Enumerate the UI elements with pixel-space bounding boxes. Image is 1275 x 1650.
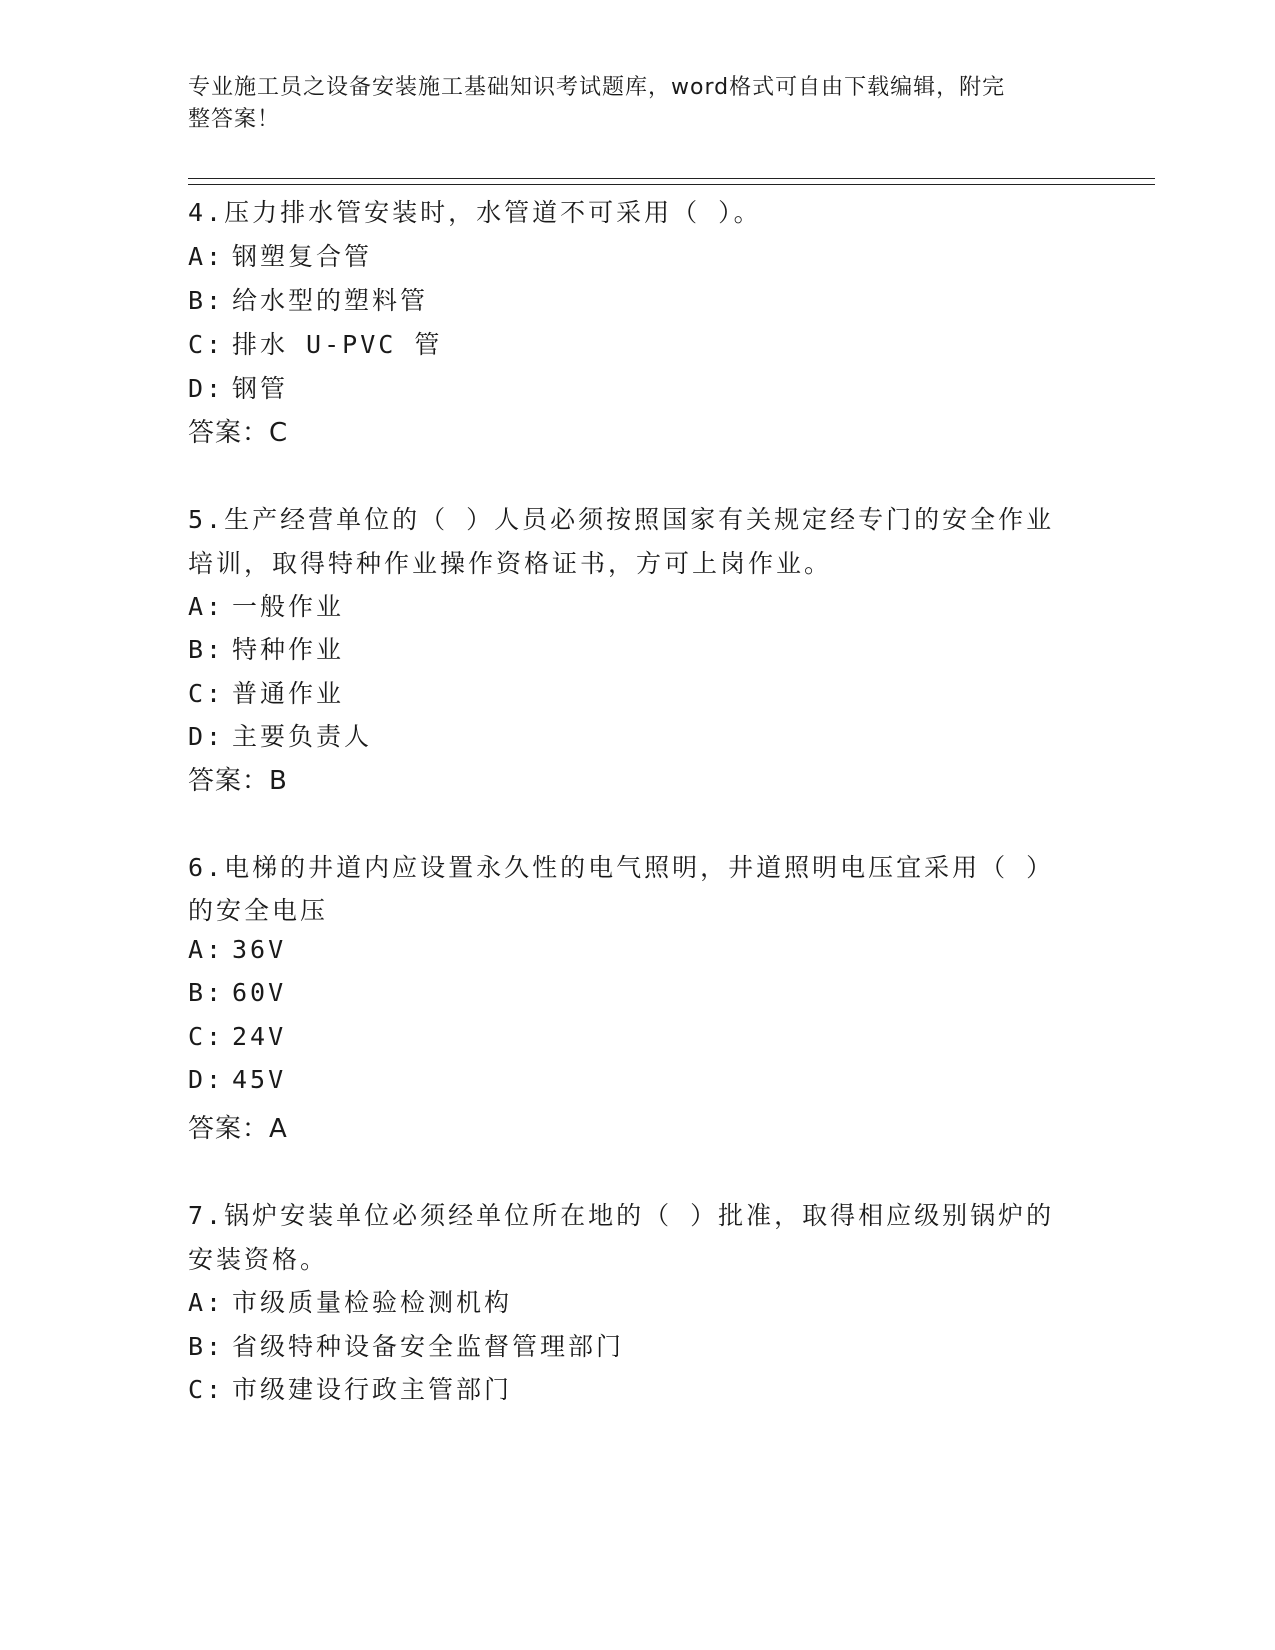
option-label: A:: [188, 935, 225, 964]
header-divider-top: [188, 178, 1155, 179]
question-7-option-c: [188, 1370, 512, 1406]
question-5-stem-line-1: 5.生产经营单位的（ ）人员必须按照国家有关规定经专门的安全作业: [188, 505, 1055, 534]
option-label: B:: [188, 635, 225, 664]
option-label: D:: [188, 374, 225, 403]
option-text: 排水 U-PVC 管: [232, 330, 443, 359]
question-6-stem-line-2: 的安全电压: [188, 896, 329, 925]
question-4-answer: 答案：C: [188, 418, 289, 448]
option-label: A:: [188, 1288, 225, 1317]
option-label: C:: [188, 1022, 225, 1051]
option-label: C:: [188, 330, 225, 359]
question-7-stem-line-1: 7.锅炉安装单位必须经单位所在地的（ ）批准，取得相应级别锅炉的: [188, 1201, 1055, 1230]
question-6-answer: 答案：A: [188, 1114, 288, 1144]
document-header: [188, 72, 1078, 136]
question-5-option-d: [188, 717, 372, 753]
option-text: 给水型的塑料管: [232, 286, 429, 315]
question-7-option-a: [188, 1283, 512, 1319]
option-text: 一般作业: [232, 592, 345, 621]
option-label: C:: [188, 1375, 225, 1404]
option-label: B:: [188, 978, 225, 1007]
header-divider-bottom: [188, 184, 1155, 185]
option-text: 省级特种设备安全监督管理部门: [232, 1332, 625, 1361]
option-text: 普通作业: [232, 679, 345, 708]
option-text: 钢管: [232, 374, 289, 403]
question-5-option-a: [188, 587, 344, 623]
option-text: 市级质量检验检测机构: [232, 1288, 513, 1317]
question-6-option-c: [188, 1022, 286, 1051]
question-7-option-b: [188, 1327, 624, 1363]
question-4-option-b: [188, 281, 428, 317]
question-5-stem-line-2: 培训，取得特种作业操作资格证书，方可上岗作业。: [188, 549, 833, 578]
question-6-option-b: [188, 978, 286, 1007]
question-4-stem: 4.压力排水管安装时，水管道不可采用（ ）。: [188, 198, 762, 227]
option-label: A:: [188, 242, 225, 271]
question-4-option-c: [188, 325, 442, 361]
header-line-2: 整答案！: [188, 107, 281, 132]
option-text: 45V: [232, 1065, 287, 1094]
question-5-option-c: [188, 674, 344, 710]
option-text: 36V: [232, 935, 287, 964]
option-text: 24V: [232, 1022, 287, 1051]
header-line-1: 专业施工员之设备安装施工基础知识考试题库，word格式可自由下载编辑，附完: [188, 75, 1006, 100]
question-5-answer: 答案：B: [188, 766, 288, 796]
option-text: 钢塑复合管: [232, 242, 373, 271]
option-text: 60V: [232, 978, 287, 1007]
option-label: B:: [188, 286, 225, 315]
question-6-stem-line-1: 6.电梯的井道内应设置永久性的电气照明，井道照明电压宜采用（ ）: [188, 853, 1055, 882]
option-label: A:: [188, 592, 225, 621]
question-7-stem-line-2: 安装资格。: [188, 1245, 329, 1274]
option-label: D:: [188, 1065, 225, 1094]
option-label: D:: [188, 722, 225, 751]
option-label: C:: [188, 679, 225, 708]
question-5-option-b: [188, 630, 344, 666]
option-text: 市级建设行政主管部门: [232, 1375, 513, 1404]
question-6-option-a: [188, 935, 286, 964]
question-4-option-a: [188, 237, 372, 273]
option-text: 主要负责人: [232, 722, 373, 751]
question-6-option-d: [188, 1065, 286, 1094]
option-label: B:: [188, 1332, 225, 1361]
option-text: 特种作业: [232, 635, 345, 664]
question-4-option-d: [188, 369, 288, 405]
